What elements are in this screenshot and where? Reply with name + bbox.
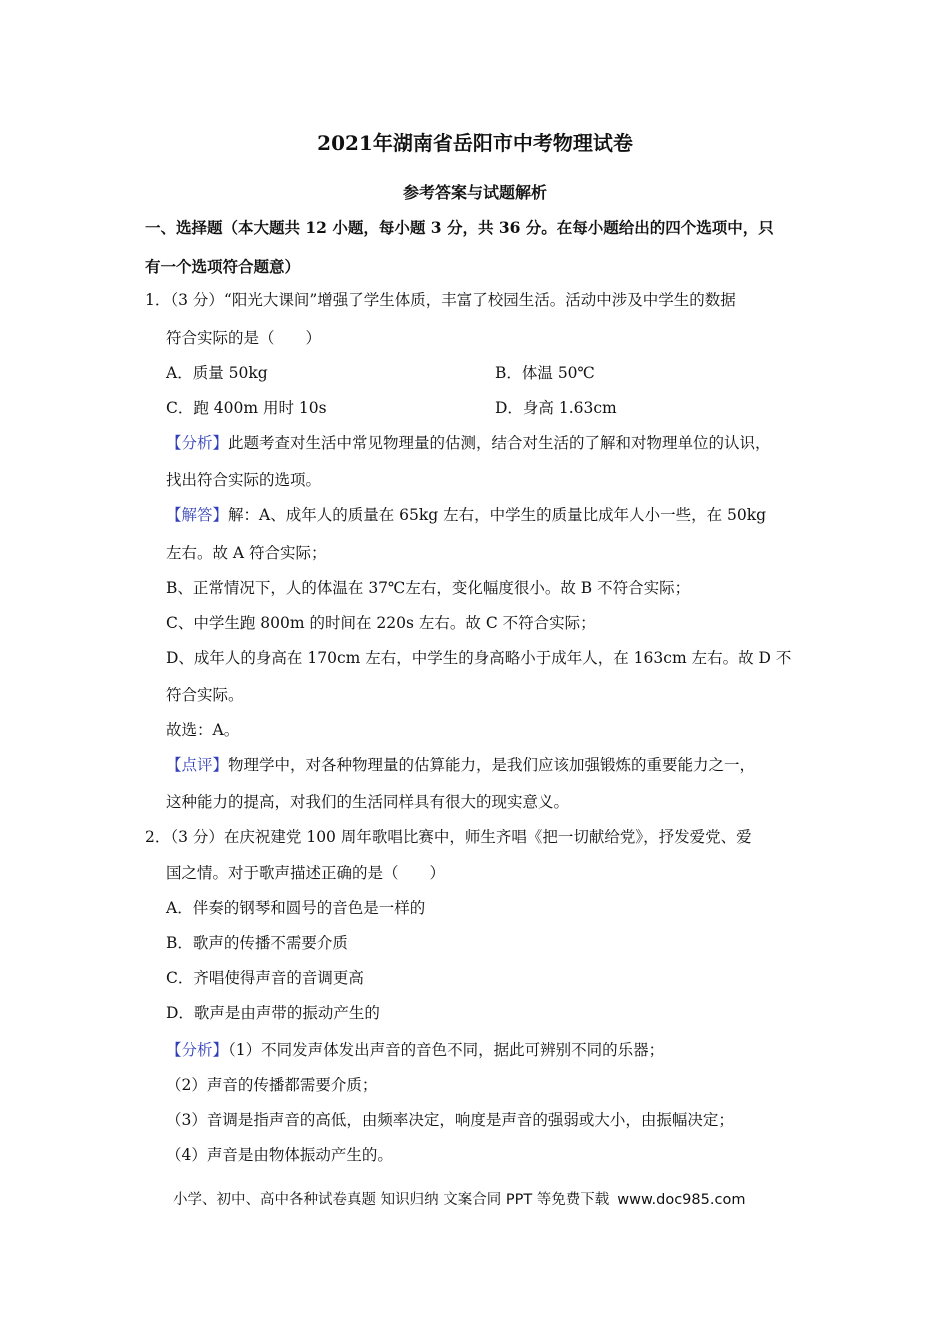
page-subtitle: 参考答案与试题解析 — [402, 183, 547, 202]
q1-answer-line4: C、中学生跑 800m 的时间在 220s 左右。故 C 不符合实际； — [166, 614, 596, 632]
q2-option-d: D．歌声是由声带的振动产生的 — [166, 1004, 380, 1022]
q2-option-c: C．齐唱使得声音的音调更高 — [166, 969, 364, 987]
q2-analysis-line4: （4）声音是由物体振动产生的。 — [166, 1146, 393, 1164]
q2-stem-line1: 2．（3 分）在庆祝建党 100 周年歌唱比赛中，师生齐唱《把一切献给党》，抒发爱党、爱 — [145, 828, 752, 846]
q2-analysis-text: （1）不同发声体发出声音的音色不同，据此可辨别不同的乐器； — [228, 1041, 665, 1059]
page-footer — [173, 1190, 745, 1210]
q1-analysis-text: 此题考查对生活中常见物理量的估测，结合对生活的了解和对物理单位的认识， — [228, 434, 771, 452]
q2-analysis-line1 — [166, 1040, 664, 1060]
footer-link[interactable]: www.doc985.com — [617, 1192, 746, 1208]
q1-answer-text: 解：A、成年人的质量在 65kg 左右，中学生的质量比成年人小一些，在 50kg — [228, 506, 767, 524]
q1-analysis-line1 — [166, 433, 771, 453]
q2-analysis-line3: （3）音调是指声音的高低，由频率决定，响度是声音的强弱或大小，由振幅决定； — [166, 1111, 734, 1129]
q1-answer-line2: 左右。故 A 符合实际； — [166, 544, 327, 562]
q1-stem-line2: 符合实际的是（ ） — [166, 329, 322, 347]
q2-option-a: A．伴奏的钢琴和圆号的音色是一样的 — [166, 899, 426, 917]
footer-text: 小学、初中、高中各种试卷真题 知识归纳 文案合同 PPT 等免费下载 — [173, 1192, 610, 1208]
answer-tag: 【解答】 — [166, 506, 229, 524]
q1-option-b: B．体温 50℃ — [495, 364, 595, 382]
q1-comment-line2: 这种能力的提高，对我们的生活同样具有很大的现实意义。 — [166, 793, 570, 811]
q1-comment-text: 物理学中，对各种物理量的估算能力，是我们应该加强锻炼的重要能力之一， — [228, 756, 756, 774]
q1-option-d: D．身高 1.63cm — [495, 399, 617, 417]
q1-answer-line5: D、成年人的身高在 170cm 左右，中学生的身高略小于成年人，在 163cm 左右。故 D 不 — [166, 649, 792, 667]
q1-answer-line3: B、正常情况下，人的体温在 37℃左右，变化幅度很小。故 B 不符合实际； — [166, 579, 691, 597]
q2-stem-line2: 国之情。对于歌声描述正确的是（ ） — [166, 864, 446, 882]
q1-answer-line1 — [166, 505, 766, 525]
comment-tag: 【点评】 — [166, 756, 229, 774]
analysis-tag: 【分析】 — [166, 434, 229, 452]
page-title: 2021年湖南省岳阳市中考物理试卷 — [317, 131, 633, 155]
q1-stem-line1: 1．（3 分）“阳光大课间”增强了学生体质，丰富了校园生活。活动中涉及中学生的数据 — [145, 291, 736, 309]
q1-analysis-line2: 找出符合实际的选项。 — [166, 471, 322, 489]
analysis-tag: 【分析】 — [166, 1041, 229, 1059]
q2-analysis-line2: （2）声音的传播都需要介质； — [166, 1076, 378, 1094]
q1-choice: 故选：A。 — [166, 721, 240, 739]
section-heading-line2: 有一个选项符合题意） — [145, 257, 301, 276]
q1-answer-line6: 符合实际。 — [166, 686, 244, 704]
q1-comment-line1 — [166, 755, 755, 775]
section-heading-line1: 一、选择题（本大题共 12 小题，每小题 3 分，共 36 分。在每小题给出的四个选项中，只 — [145, 218, 774, 237]
q1-option-c: C．跑 400m 用时 10s — [166, 399, 327, 417]
q2-option-b: B．歌声的传播不需要介质 — [166, 934, 348, 952]
q1-option-a: A．质量 50kg — [166, 364, 268, 382]
